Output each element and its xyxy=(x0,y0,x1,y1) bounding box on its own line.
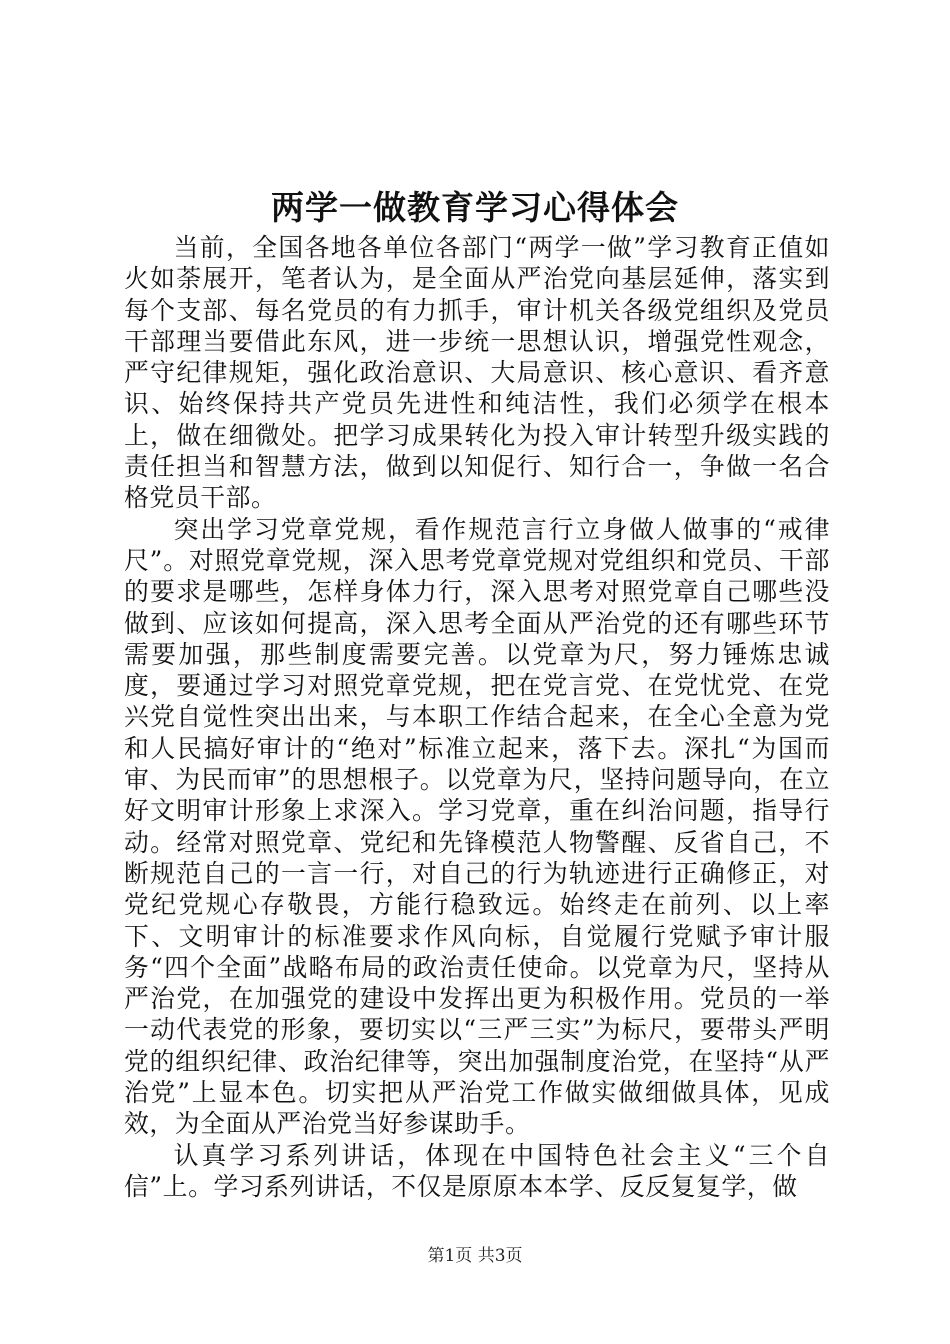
document-title: 两学一做教育学习心得体会 xyxy=(271,188,679,227)
page-number-footer: 第1页 共3页 xyxy=(427,1246,523,1266)
paragraph-2: 突出学习党章党规，看作规范言行立身做人做事的“戒律尺”。对照党章党规，深入思考党章党规对党组织和党员、干部的要求是哪些，怎样身体力行，深入思考对照党章自己哪些没做到、应该如何提高，深入思考全面从严治党的还有哪些环节需要加强，那些制度需要完善。以党章为尺，努力锤炼忠诚度，要通过学习对照党章党规，把在党言党、在党忧党、在党兴党自觉性突出出来，与本职工作结合起来，在全心全意为党和人民搞好审计的“绝对”标准立起来，落下去。深扎“为国而审、为民而审”的思想根子。以党章为尺，坚持问题导向，在立好文明审计形象上求深入。学习党章，重在纠治问题，指导行动。经常对照党章、党纪和先锋模范人物警醒、反省自己，不断规范自己的一言一行，对自己的行为轨迹进行正确修正，对党纪党规心存敬畏，方能行稳致远。始终走在前列、以上率下、文明审计的标准要求作风向标，自觉履行党赋予审计服务“四个全面”战略布局的政治责任使命。以党章为尺，坚持从严治党，在加强党的建设中发挥出更为积极作用。党员的一举一动代表党的形象，要切实以“三严三实”为标尺，要带头严明党的组织纪律、政治纪律等，突出加强制度治党，在坚持“从严治党”上显本色。切实把从严治党工作做实做细做具体，见成效，为全面从严治党当好参谋助手。 xyxy=(124,514,830,1139)
document-body xyxy=(124,232,830,1202)
paragraph-3: 认真学习系列讲话，体现在中国特色社会主义“三个自信”上。学习系列讲话，不仅是原原本本学、反反复复学，做 xyxy=(124,1140,830,1201)
paragraph-1: 当前，全国各地各单位各部门“两学一做”学习教育正值如火如荼展开，笔者认为，是全面从严治党向基层延伸，落实到每个支部、每名党员的有力抓手，审计机关各级党组织及党员干部理当要借此东风，进一步统一思想认识，增强党性观念，严守纪律规矩，强化政治意识、大局意识、核心意识、看齐意识、始终保持共产党员先进性和纯洁性，我们必须学在根本上，做在细微处。把学习成果转化为投入审计转型升级实践的责任担当和智慧方法，做到以知促行、知行合一，争做一名合格党员干部。 xyxy=(124,233,830,513)
